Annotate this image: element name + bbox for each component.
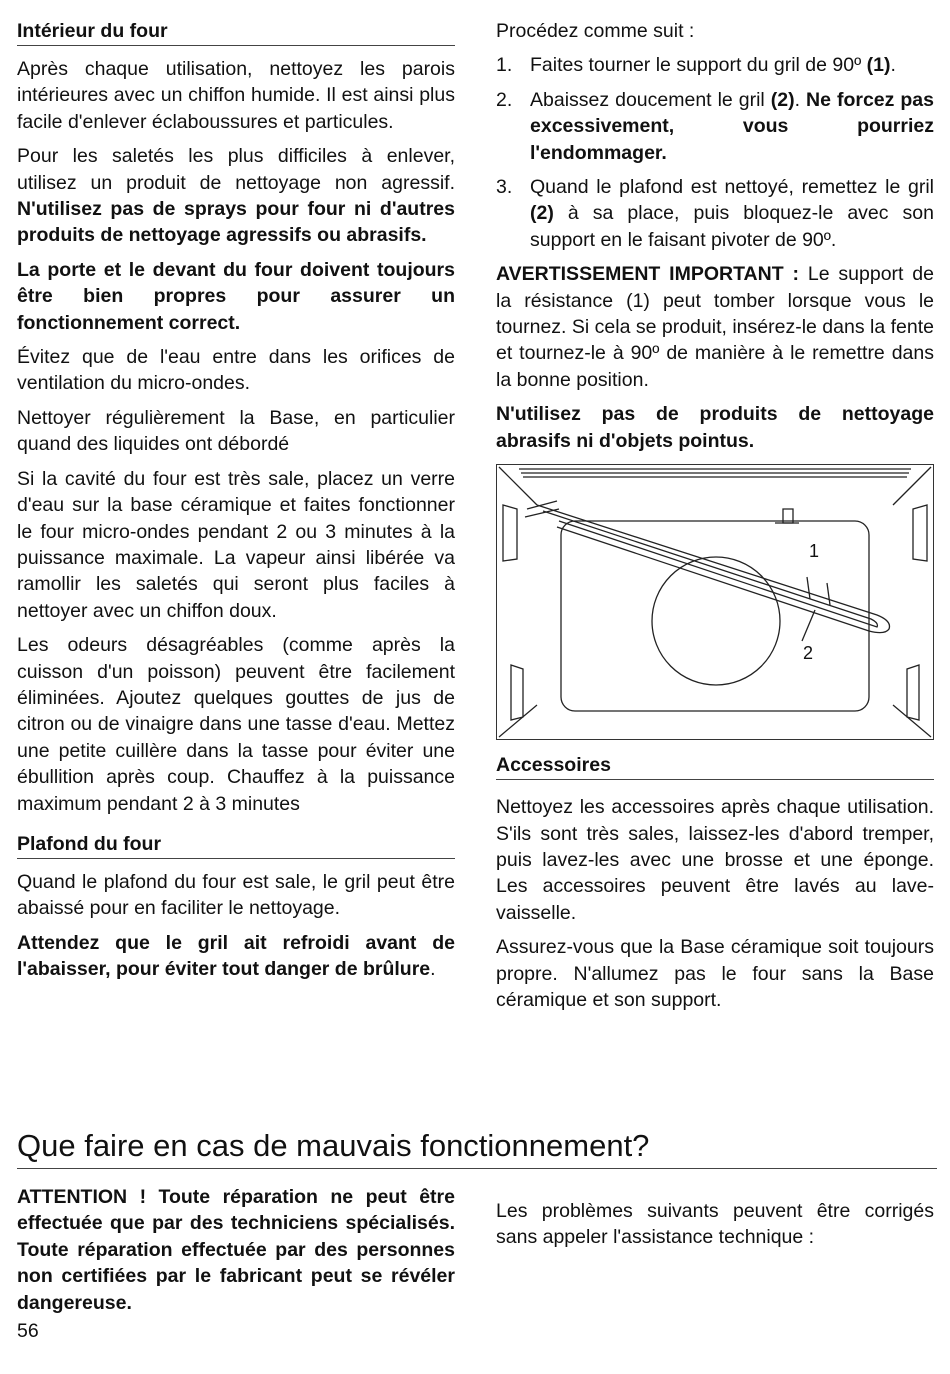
bold-warning: Attendez que le gril ait refroidi avant de l'abaisser, pour éviter tout danger de brûlure	[17, 931, 455, 981]
oven-grill-diagram	[497, 465, 933, 739]
paragraph	[17, 143, 455, 249]
step-text: Quand le plafond est nettoyé, remettez le gril	[530, 176, 934, 199]
step-text: Abaissez doucement le gril	[530, 88, 771, 111]
problems-text: Les problèmes suivants peuvent être corrigés sans appeler l'assistance technique :	[496, 1200, 934, 1249]
section-title: Que faire en cas de mauvais fonctionnement?	[17, 1126, 937, 1169]
intro-text: Procédez comme suit :	[496, 20, 695, 42]
step-number: 1.	[496, 54, 513, 77]
page-number: 56	[17, 1320, 39, 1342]
list-item	[496, 174, 934, 253]
period: .	[430, 958, 436, 981]
step-text: Faites tourner le support du gril de 90º	[530, 54, 867, 77]
right-column	[496, 18, 934, 1021]
figure-label-1: 1	[809, 541, 820, 562]
step-text: .	[794, 88, 807, 111]
step-ref: (2)	[770, 88, 795, 111]
heading-accessoires: Accessoires	[496, 752, 934, 780]
attention-block	[17, 1184, 455, 1324]
step-ref: (2)	[530, 202, 554, 225]
paragraph: Nettoyez les accessoires après chaque utilisation. S'ils sont très sales, laissez-les d'abord tremper, puis lavez-les avec une brosse et une éponge. Les accessoires peuvent être lavés au lave-vaisselle.	[496, 796, 934, 924]
attention-text: ATTENTION ! Toute réparation ne peut être effectuée que par des techniciens spécialisés. Toute réparation effectuée par des personnes non certifiées par le fabricant peut se révéler dangereuse.	[17, 1186, 455, 1314]
bold-warning: N'utilisez pas de sprays pour four ni d'autres produits de nettoyage agressifs ou abrasifs.	[17, 198, 455, 247]
left-column	[17, 18, 455, 991]
paragraph: Assurez-vous que la Base céramique soit toujours propre. N'allumez pas le four sans la Base céramique et son support.	[496, 936, 934, 1011]
paragraph: Quand le plafond du four est sale, le gril peut être abaissé pour en faciliter le nettoyage.	[17, 870, 455, 920]
step-number: 2.	[496, 88, 513, 111]
problems-intro	[496, 1198, 934, 1259]
oven-cavity-illustration	[496, 464, 934, 740]
bold-warning: N'utilisez pas de produits de nettoyage abrasifs ni d'objets pointus.	[496, 403, 934, 452]
step-text: à sa place, puis bloquez-le avec son support en le faisant pivoter de 90º.	[530, 202, 934, 251]
list-item	[496, 52, 934, 78]
paragraph: Si la cavité du four est très sale, placez un verre d'eau sur la base céramique et faites fonctionner le four micro-ondes pendant 2 ou 3 minutes à la puissance maximale. La vapeur ainsi libérée va ramollir les saletés qui seront plus faciles à nettoyer avec un chiffon doux.	[17, 467, 455, 622]
steps-list	[496, 52, 934, 253]
warning-text: Le support de la résistance (1) peut tomber lorsque vous le tournez. Si cela se produit, insérez-le dans la fente et tournez-le à 90º de manière à le remettre dans la bonne position.	[496, 263, 934, 391]
step-warning: Ne forcez pas excessivement, vous pourriez l'endommager.	[530, 88, 934, 164]
step-ref: (1)	[866, 54, 891, 77]
heading-interieur-du-four: Intérieur du four	[17, 18, 455, 46]
figure-label-2: 2	[803, 643, 814, 664]
heading-plafond-du-four: Plafond du four	[17, 831, 455, 859]
step-number: 3.	[496, 176, 513, 199]
paragraph: Après chaque utilisation, nettoyez les parois intérieures avec un chiffon humide. Il est ainsi plus facile d'enlever éclaboussures et particules.	[17, 58, 455, 133]
paragraph: Nettoyer régulièrement la Base, en particulier quand des liquides ont débordé	[17, 406, 455, 456]
warning-label: AVERTISSEMENT IMPORTANT :	[496, 263, 799, 286]
warning-paragraph	[496, 261, 934, 393]
paragraph-text: Pour les saletés les plus difficiles à enlever, utilisez un produit de nettoyage non agressif.	[17, 145, 455, 194]
paragraph: Évitez que de l'eau entre dans les orifices de ventilation du micro-ondes.	[17, 346, 455, 395]
step-text: .	[890, 54, 896, 77]
paragraph: Les odeurs désagréables (comme après la cuisson d'un poisson) peuvent être facilement éliminées. Ajoutez quelques gouttes de jus de citron ou de vinaigre dans une tasse d'eau. Mettez une petite cuillère dans la tasse pour éviter une ébullition après coup. Chauffez à la puissance maximum pendant 2 à 3 minutes	[17, 634, 455, 815]
paragraph	[17, 930, 455, 983]
bold-paragraph: La porte et le devant du four doivent toujours être bien propres pour assurer un fonctionnement correct.	[17, 258, 455, 334]
list-item	[496, 87, 934, 166]
